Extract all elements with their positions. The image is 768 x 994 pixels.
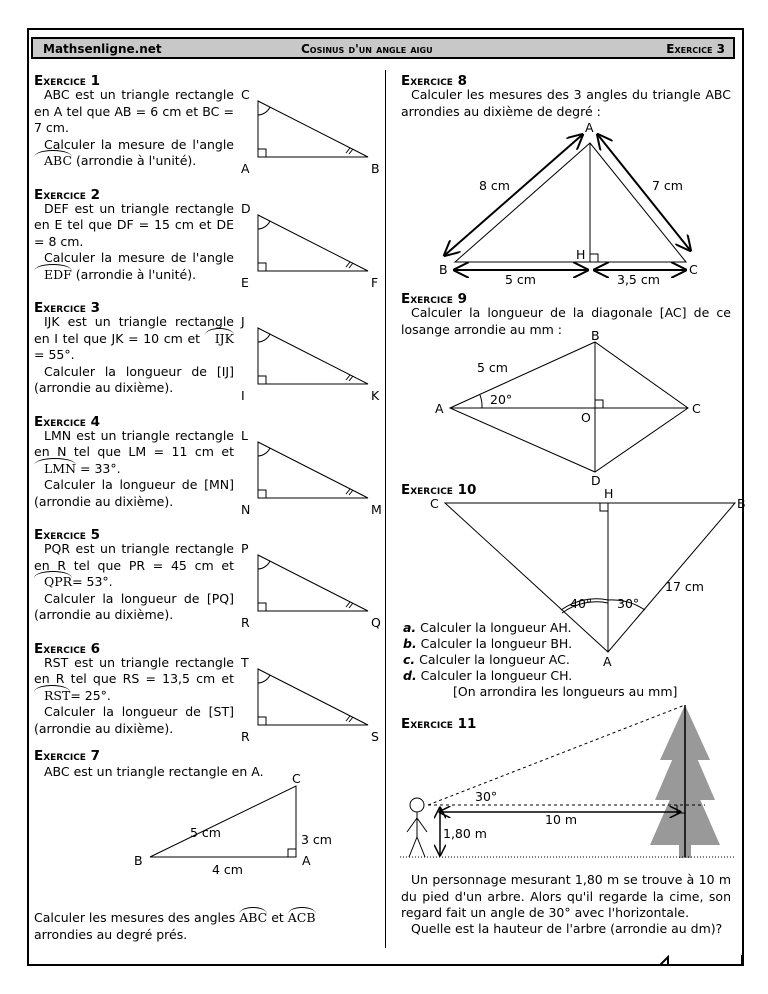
exercise-1-text: ABC est un triangle rectangle en A tel que AB = 6 cm et BC = 7 cm. Calculer la mesure de l'angle ABC (arrondie à l'unité).	[34, 87, 234, 168]
svg-text:B: B	[439, 262, 448, 277]
svg-text:C: C	[692, 401, 701, 416]
svg-text:A: A	[585, 120, 594, 135]
exercise-6-triangle	[238, 649, 383, 744]
svg-text:5 cm: 5 cm	[505, 272, 536, 287]
person-icon	[407, 798, 427, 857]
exercise-5-text: PQR est un triangle rectangle en R tel que PR = 45 cm et QPR= 53°. Calculer la longueur de [PQ] (arrondie au dixième).	[34, 541, 234, 622]
svg-text:B: B	[737, 496, 746, 511]
exercise-8-text: Calculer les mesures des 3 angles du triangle ABC arrondies au dixième de degré :	[401, 87, 731, 119]
svg-text:K: K	[371, 388, 380, 403]
svg-text:H: H	[576, 247, 586, 262]
svg-text:A: A	[241, 161, 250, 176]
svg-text:40°: 40°	[570, 596, 593, 611]
svg-text:I: I	[241, 388, 245, 403]
exercise-6-text: RST est un triangle rectangle en R tel que RS = 13,5 cm et RST= 25°. Calculer la longueur de [ST] (arrondie au dixième).	[34, 654, 234, 736]
svg-text:30°: 30°	[617, 596, 640, 611]
exercise-3-title: Exercice 3	[34, 300, 101, 316]
svg-text:E: E	[241, 274, 249, 290]
exercise-9-figure	[395, 330, 715, 490]
svg-text:P: P	[241, 541, 249, 556]
exercise-2-text: DEF est un triangle rectangle en E tel que DF = 15 cm et DE = 8 cm. Calculer la mesure de l'angle EDF (arrondie à l'unité).	[34, 200, 234, 282]
svg-text:20°: 20°	[490, 392, 513, 407]
svg-text:4 cm: 4 cm	[212, 862, 243, 877]
question-a: a. Calculer la longueur AH.	[403, 620, 572, 635]
exercise-11-title: Exercice 11	[401, 716, 477, 732]
svg-text:5 cm: 5 cm	[190, 825, 221, 840]
exercise-10-title: Exercice 10	[401, 482, 477, 498]
exercise-10-questions	[403, 620, 677, 700]
exercise-8-figure	[395, 118, 715, 288]
page-corner-notch	[660, 955, 750, 970]
column-divider	[385, 70, 386, 948]
svg-text:7 cm: 7 cm	[652, 178, 683, 193]
svg-text:F: F	[371, 274, 379, 290]
svg-text:H: H	[604, 488, 614, 501]
site-name: Mathsenligne.net	[43, 42, 162, 56]
exercise-5-triangle	[238, 535, 383, 630]
svg-text:8 cm: 8 cm	[479, 178, 510, 193]
svg-text:R: R	[241, 728, 250, 744]
exercise-4-title: Exercice 4	[34, 413, 101, 430]
svg-text:S: S	[371, 728, 379, 744]
page-frame-bottom	[27, 964, 667, 966]
svg-text:O: O	[581, 410, 591, 425]
svg-text:D: D	[241, 200, 251, 216]
svg-text:5 cm: 5 cm	[477, 360, 508, 375]
svg-text:C: C	[430, 496, 439, 511]
svg-text:M: M	[371, 501, 382, 517]
exercise-11-figure	[395, 700, 745, 865]
exercise-7-title: Exercice 7	[34, 748, 101, 764]
svg-text:B: B	[134, 853, 143, 868]
svg-text:T: T	[241, 654, 249, 670]
exercise-1-title: Exercice 1	[34, 73, 101, 89]
svg-text:B: B	[591, 330, 600, 343]
svg-text:L: L	[241, 427, 248, 443]
rounding-note: [On arrondira les longueurs au mm]	[453, 684, 678, 699]
svg-text:A: A	[302, 853, 311, 868]
svg-text:A: A	[603, 654, 612, 668]
exercise-9-title: Exercice 9	[401, 291, 468, 307]
svg-text:C: C	[689, 262, 698, 277]
svg-text:3 cm: 3 cm	[301, 832, 332, 847]
svg-text:C: C	[241, 87, 250, 102]
svg-text:R: R	[241, 615, 250, 630]
exercise-11-text: Un personnage mesurant 1,80 m se trouve à 10 m du pied d'un arbre. Alors qu'il regarde la cime, son regard fait un angle de 30° avec l'horizontale.	[401, 872, 731, 920]
svg-text:10 m: 10 m	[545, 812, 578, 827]
sheet-number: Exercice 3	[666, 42, 725, 56]
exercise-6-title: Exercice 6	[34, 640, 101, 657]
exercise-3-triangle	[238, 308, 383, 403]
svg-text:17 cm: 17 cm	[665, 579, 704, 594]
exercise-7-intro: ABC est un triangle rectangle en A.	[44, 764, 264, 779]
svg-text:B: B	[371, 161, 380, 176]
exercise-9-text: Calculer la longueur de la diagonale [AC] de ce losange arrondie au mm :	[401, 305, 731, 337]
header-bar	[31, 37, 735, 59]
exercise-4-text: LMN est un triangle rectangle en N tel que LM = 11 cm et LMN = 33°. Calculer la longueur de [MN] (arrondie au dixième).	[34, 427, 234, 509]
svg-text:J: J	[241, 314, 245, 329]
exercise-4-triangle	[238, 422, 383, 517]
svg-text:N: N	[241, 501, 251, 517]
svg-text:1,80 m: 1,80 m	[443, 826, 487, 841]
exercise-2-triangle	[238, 195, 383, 290]
exercise-3-text: IJK est un triangle rectangle en I tel que JK = 10 cm et IJK = 55°. Calculer la longueur de [IJ] (arrondie au dixième).	[34, 314, 234, 395]
svg-text:A: A	[435, 401, 444, 416]
exercise-8-title: Exercice 8	[401, 73, 468, 89]
exercise-5-title: Exercice 5	[34, 527, 101, 543]
exercise-1-triangle	[238, 81, 383, 176]
question-b: b. Calculer la longueur BH.	[403, 636, 573, 651]
question-d: d. Calculer la longueur CH.	[403, 668, 573, 683]
svg-text:3,5 cm: 3,5 cm	[617, 272, 660, 287]
question-c: c. Calculer la longueur AC.	[403, 652, 570, 667]
exercise-11-question: Quelle est la hauteur de l'arbre (arrondie au dm)?	[411, 921, 723, 936]
svg-text:D: D	[591, 473, 601, 488]
exercise-2-title: Exercice 2	[34, 186, 101, 203]
svg-text:30°: 30°	[475, 789, 498, 804]
exercise-7-question: Calculer les mesures des angles ABC et ACB arrondies au degré prés.	[34, 910, 316, 942]
sheet-topic: Cosinus d'un angle aigu	[301, 42, 433, 56]
svg-text:C: C	[292, 771, 301, 786]
exercise-7-figure	[120, 765, 350, 880]
svg-text:Q: Q	[371, 615, 381, 630]
